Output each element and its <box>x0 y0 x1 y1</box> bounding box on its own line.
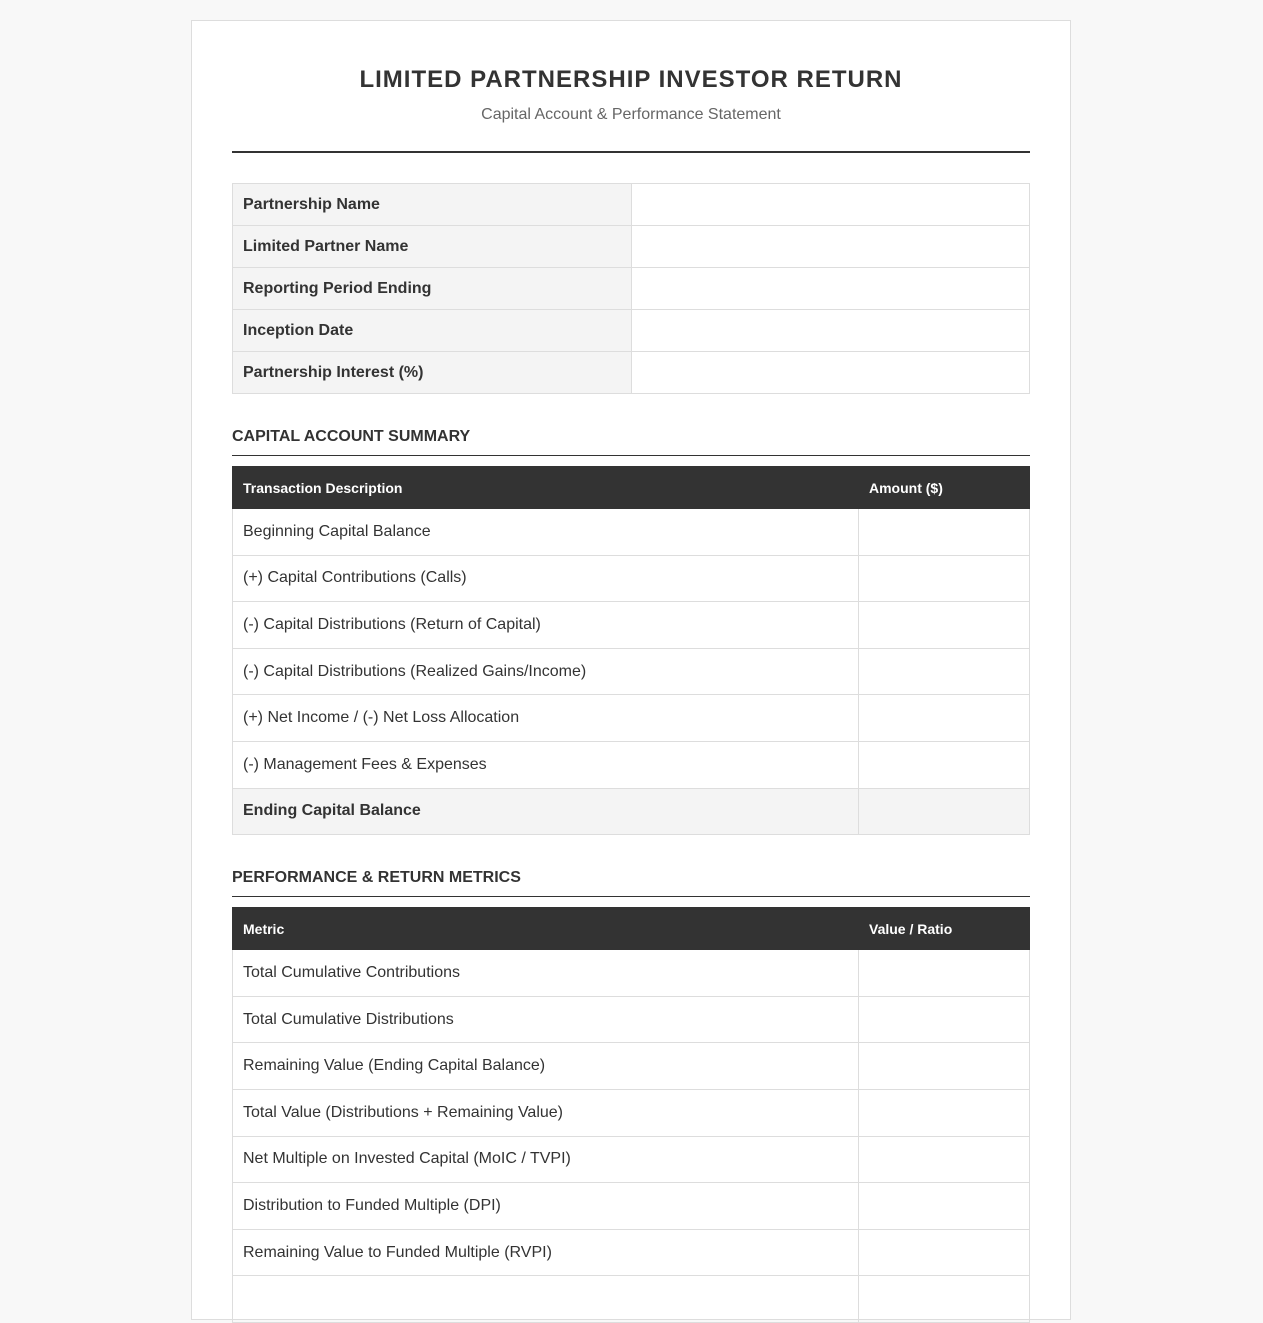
row-label: Total Cumulative Contributions <box>233 950 859 997</box>
info-row-partnership-name <box>233 184 1030 226</box>
info-row-limited-partner-name <box>233 226 1030 268</box>
value-field[interactable] <box>859 1136 1030 1183</box>
amount-field[interactable] <box>859 602 1030 649</box>
value-field[interactable] <box>859 1183 1030 1230</box>
row-label: Remaining Value to Funded Multiple (RVPI) <box>233 1229 859 1276</box>
partnership-info-table <box>232 183 1030 394</box>
reporting-period-field[interactable] <box>631 268 1030 310</box>
table-row <box>233 741 1030 788</box>
table-row <box>233 1276 1030 1323</box>
info-label: Reporting Period Ending <box>233 268 632 310</box>
table-row <box>233 602 1030 649</box>
value-field[interactable] <box>859 1089 1030 1136</box>
info-label: Partnership Name <box>233 184 632 226</box>
partnership-name-field[interactable] <box>631 184 1030 226</box>
amount-field[interactable] <box>859 695 1030 742</box>
table-row <box>233 695 1030 742</box>
info-label: Inception Date <box>233 310 632 352</box>
amount-field[interactable] <box>859 741 1030 788</box>
table-header-row <box>233 908 1030 950</box>
page-title: LIMITED PARTNERSHIP INVESTOR RETURN <box>359 66 903 93</box>
table-row <box>233 1089 1030 1136</box>
row-label: Net Multiple on Invested Capital (MoIC / TVPI) <box>233 1136 859 1183</box>
table-row <box>233 950 1030 997</box>
table-row <box>233 648 1030 695</box>
value-field[interactable] <box>859 1276 1030 1323</box>
row-label: (-) Management Fees & Expenses <box>233 741 859 788</box>
row-label: Ending Capital Balance <box>233 788 859 835</box>
value-field[interactable] <box>859 996 1030 1043</box>
statement-header <box>232 21 1030 153</box>
info-row-reporting-period <box>233 268 1030 310</box>
row-label: (+) Net Income / (-) Net Loss Allocation <box>233 695 859 742</box>
info-label: Partnership Interest (%) <box>233 352 632 394</box>
table-row <box>233 1229 1030 1276</box>
capital-account-heading: CAPITAL ACCOUNT SUMMARY <box>232 428 1030 456</box>
partnership-interest-field[interactable] <box>631 352 1030 394</box>
limited-partner-name-field[interactable] <box>631 226 1030 268</box>
performance-metrics-table <box>232 907 1030 1323</box>
info-label: Limited Partner Name <box>233 226 632 268</box>
column-header-amount: Amount ($) <box>859 467 1030 509</box>
column-header-value: Value / Ratio <box>859 908 1030 950</box>
table-row <box>233 509 1030 556</box>
info-row-inception-date <box>233 310 1030 352</box>
row-label: Beginning Capital Balance <box>233 509 859 556</box>
row-label: (-) Capital Distributions (Return of Capital) <box>233 602 859 649</box>
total-row-ending-balance <box>233 788 1030 835</box>
page-subtitle: Capital Account & Performance Statement <box>481 106 781 123</box>
row-label: (+) Capital Contributions (Calls) <box>233 555 859 602</box>
column-header-description: Transaction Description <box>233 467 859 509</box>
table-row <box>233 996 1030 1043</box>
column-header-metric: Metric <box>233 908 859 950</box>
table-row <box>233 1136 1030 1183</box>
amount-field[interactable] <box>859 555 1030 602</box>
row-label: Distribution to Funded Multiple (DPI) <box>233 1183 859 1230</box>
row-label: Total Value (Distributions + Remaining Value) <box>233 1089 859 1136</box>
value-field[interactable] <box>859 950 1030 997</box>
table-header-row <box>233 467 1030 509</box>
value-field[interactable] <box>859 1043 1030 1090</box>
capital-account-table <box>232 466 1030 835</box>
value-field[interactable] <box>859 1229 1030 1276</box>
table-row <box>233 1043 1030 1090</box>
row-label <box>233 1276 859 1323</box>
inception-date-field[interactable] <box>631 310 1030 352</box>
ending-balance-field[interactable] <box>859 788 1030 835</box>
row-label: Remaining Value (Ending Capital Balance) <box>233 1043 859 1090</box>
statement-page <box>191 20 1071 1320</box>
info-row-partnership-interest <box>233 352 1030 394</box>
row-label: Total Cumulative Distributions <box>233 996 859 1043</box>
amount-field[interactable] <box>859 509 1030 556</box>
row-label: (-) Capital Distributions (Realized Gains/Income) <box>233 648 859 695</box>
amount-field[interactable] <box>859 648 1030 695</box>
table-row <box>233 1183 1030 1230</box>
performance-metrics-heading: PERFORMANCE & RETURN METRICS <box>232 869 1030 897</box>
table-row <box>233 555 1030 602</box>
